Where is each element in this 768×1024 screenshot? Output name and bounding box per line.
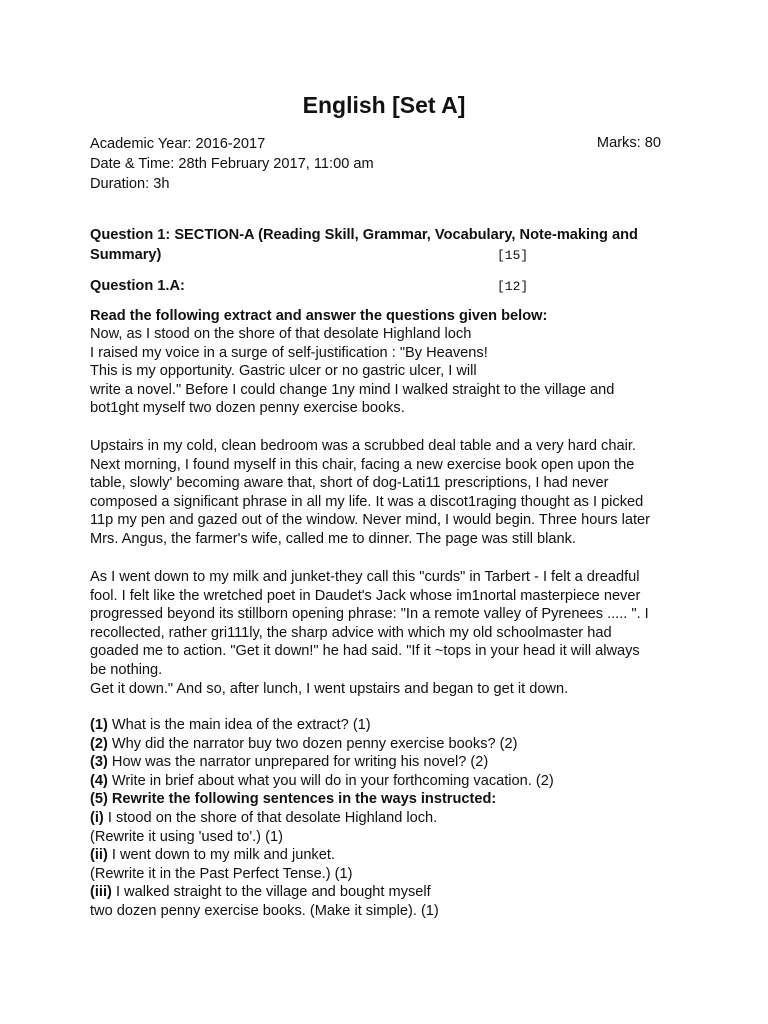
extract-line: Now, as I stood on the shore of that desolate Highland loch bbox=[90, 326, 472, 342]
sub-question-number: (i) bbox=[90, 809, 104, 826]
sub-question-text: I stood on the shore of that desolate Highland loch. bbox=[103, 809, 438, 826]
sub-question-iii-instruction: two dozen penny exercise books. (Make it simple). (1) bbox=[90, 902, 439, 919]
extract-line: Mrs. Angus, the farmer's wife, called me to dinner. The page was still blank. bbox=[90, 530, 576, 547]
question-number: (1) bbox=[90, 717, 108, 733]
sub-question-iii bbox=[90, 883, 680, 902]
question-1-heading-cont: Summary) bbox=[90, 247, 162, 263]
sub-question-number: (ii) bbox=[90, 847, 108, 864]
extract-line: Get it down." And so, after lunch, I went upstairs and began to get it down. bbox=[90, 680, 569, 697]
academic-year: Academic Year: 2016-2017 bbox=[90, 136, 266, 152]
questions-list bbox=[90, 716, 680, 921]
extract-line: Next morning, I found myself in this chair, facing a new exercise book open upon the bbox=[90, 456, 635, 473]
question-number: (2) bbox=[90, 735, 108, 752]
question-item-1 bbox=[90, 716, 680, 735]
extract-line: 11p my pen and gazed out of the window. Never mind, I would begin. Three hours later bbox=[90, 512, 651, 529]
question-item-3 bbox=[90, 753, 680, 772]
question-number: (4) bbox=[90, 772, 108, 789]
question-item-5-heading: (5) Rewrite the following sentences in the ways instructed: bbox=[90, 791, 497, 808]
total-marks: Marks: 80 bbox=[596, 135, 661, 151]
duration: Duration: 3h bbox=[90, 176, 170, 192]
extract-line: composed a significant phrase in all my life. It was a discot1raging thought as I picked bbox=[90, 493, 644, 510]
question-1a-marks: [12] bbox=[497, 279, 529, 294]
question-item-4 bbox=[90, 772, 680, 791]
extract-line: This is my opportunity. Gastric ulcer or no gastric ulcer, I will bbox=[90, 363, 477, 380]
extract-paragraph-2 bbox=[90, 437, 680, 549]
sub-question-text: I walked straight to the village and bought myself bbox=[111, 884, 431, 901]
sub-question-ii-instruction: (Rewrite it in the Past Perfect Tense.) (1) bbox=[90, 865, 353, 882]
question-text: What is the main idea of the extract? (1) bbox=[107, 717, 371, 733]
question-text: How was the narrator unprepared for writing his novel? (2) bbox=[107, 754, 489, 771]
extract-line: bot1ght myself two dozen penny exercise books. bbox=[90, 400, 405, 417]
extract-paragraph-1 bbox=[90, 325, 680, 418]
question-1a-heading: Question 1.A: bbox=[90, 278, 185, 294]
question-1-heading: Question 1: SECTION-A (Reading Skill, Grammar, Vocabulary, Note-making and bbox=[90, 227, 638, 243]
extract-line: table, slowly' becoming aware that, short of dog-Lati11 prescriptions, I had never bbox=[90, 475, 609, 492]
sub-question-text: I went down to my milk and junket. bbox=[107, 847, 335, 864]
date-time: Date & Time: 28th February 2017, 11:00 am bbox=[90, 156, 374, 172]
extract-line: I raised my voice in a surge of self-justification : "By Heavens! bbox=[90, 344, 488, 361]
instruction: Read the following extract and answer the questions given below: bbox=[90, 308, 548, 324]
extract-line: Upstairs in my cold, clean bedroom was a scrubbed deal table and a very hard chair. bbox=[90, 438, 636, 454]
question-item-2 bbox=[90, 735, 680, 754]
extract-line: be nothing. bbox=[90, 661, 163, 678]
extract-line: progressed beyond its stillborn opening phrase: "In a remote valley of Pyrenees ..... ". I bbox=[90, 606, 649, 623]
extract-paragraph-3 bbox=[90, 568, 680, 698]
extract-line: write a novel." Before I could change 1ny mind I walked straight to the village and bbox=[90, 381, 615, 398]
extract-line: recollected, rather gri111ly, the sharp advice with which my old schoolmaster had bbox=[90, 624, 612, 641]
question-text: Why did the narrator buy two dozen penny exercise books? (2) bbox=[107, 735, 518, 752]
sub-question-ii bbox=[90, 846, 680, 865]
extract-line: As I went down to my milk and junket-they call this "curds" in Tarbert - I felt a dreadful bbox=[90, 569, 640, 585]
sub-question-number: (iii) bbox=[90, 884, 112, 901]
page-title: English [Set A] bbox=[302, 92, 466, 118]
extract-line: goaded me to action. "Get it down!" he had said. "If it ~tops in your head it will always bbox=[90, 643, 640, 660]
sub-question-i bbox=[90, 809, 680, 828]
question-number: (3) bbox=[90, 754, 108, 771]
question-text: Write in brief about what you will do in your forthcoming vacation. (2) bbox=[107, 772, 554, 789]
sub-question-i-instruction: (Rewrite it using 'used to'.) (1) bbox=[90, 828, 283, 845]
extract-line: fool. I felt like the wretched poet in Daudet's Jack whose im1nortal masterpiece never bbox=[90, 587, 641, 604]
question-1-marks: [15] bbox=[497, 248, 529, 263]
